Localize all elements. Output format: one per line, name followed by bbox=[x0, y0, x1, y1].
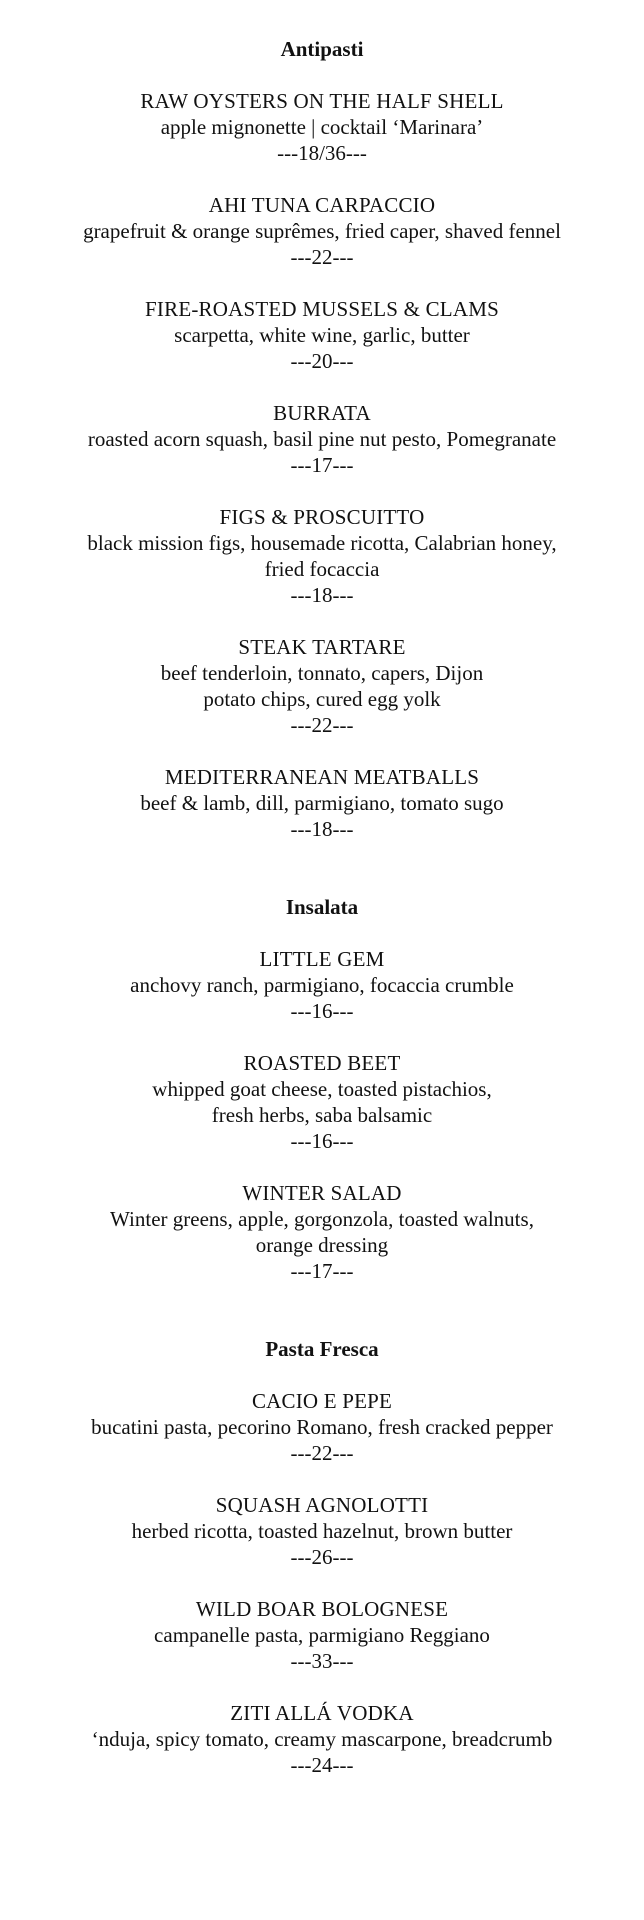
item-price: ---16--- bbox=[290, 999, 354, 1023]
item-description-line: fried focaccia bbox=[264, 557, 380, 581]
item-description-line: scarpetta, white wine, garlic, butter bbox=[174, 323, 470, 347]
section-heading: Pasta Fresca bbox=[265, 1337, 379, 1361]
item-price: ---24--- bbox=[290, 1753, 354, 1777]
menu-item bbox=[0, 1180, 644, 1284]
item-price: ---17--- bbox=[290, 1259, 354, 1283]
item-description-line: whipped goat cheese, toasted pistachios, bbox=[152, 1077, 492, 1101]
item-description bbox=[0, 1414, 644, 1440]
item-price: ---33--- bbox=[290, 1649, 354, 1673]
item-description-line: herbed ricotta, toasted hazelnut, brown butter bbox=[131, 1519, 513, 1543]
item-description bbox=[0, 1622, 644, 1648]
item-name: ZITI ALLÁ VODKA bbox=[230, 1701, 414, 1725]
item-name: CACIO E PEPE bbox=[251, 1389, 393, 1413]
item-name: RAW OYSTERS ON THE HALF SHELL bbox=[140, 89, 504, 113]
item-name: WINTER SALAD bbox=[242, 1181, 402, 1205]
menu-item bbox=[0, 296, 644, 374]
menu-item bbox=[0, 1388, 644, 1466]
item-description-line: beef tenderloin, tonnato, capers, Dijon bbox=[160, 661, 484, 685]
item-description-line: Winter greens, apple, gorgonzola, toasted walnuts, bbox=[110, 1207, 534, 1231]
item-price: ---17--- bbox=[290, 453, 354, 477]
menu-item bbox=[0, 504, 644, 608]
item-name: WILD BOAR BOLOGNESE bbox=[195, 1597, 449, 1621]
item-price: ---22--- bbox=[290, 1441, 354, 1465]
menu-item bbox=[0, 946, 644, 1024]
menu-item bbox=[0, 400, 644, 478]
item-price: ---20--- bbox=[290, 349, 354, 373]
menu-item bbox=[0, 88, 644, 166]
item-description-line: bucatini pasta, pecorino Romano, fresh cracked pepper bbox=[91, 1415, 553, 1439]
menu-item bbox=[0, 1700, 644, 1778]
item-description-line: ‘nduja, spicy tomato, creamy mascarpone, breadcrumb bbox=[91, 1727, 553, 1751]
item-price: ---22--- bbox=[290, 245, 354, 269]
item-name: SQUASH AGNOLOTTI bbox=[215, 1493, 429, 1517]
item-description bbox=[0, 218, 644, 244]
menu-item bbox=[0, 764, 644, 842]
item-description bbox=[0, 660, 644, 712]
item-description-line: grapefruit & orange suprêmes, fried caper, shaved fennel bbox=[83, 219, 561, 243]
item-name: AHI TUNA CARPACCIO bbox=[208, 193, 436, 217]
item-name: BURRATA bbox=[273, 401, 371, 425]
item-price: ---18/36--- bbox=[277, 141, 367, 165]
section-heading: Antipasti bbox=[280, 37, 364, 61]
section-heading: Insalata bbox=[285, 895, 359, 919]
item-price: ---16--- bbox=[290, 1129, 354, 1153]
item-description bbox=[0, 972, 644, 998]
menu-item bbox=[0, 1596, 644, 1674]
item-name: ROASTED BEET bbox=[243, 1051, 401, 1075]
item-description bbox=[0, 426, 644, 452]
item-description bbox=[0, 1076, 644, 1128]
item-description bbox=[0, 1726, 644, 1752]
menu-item bbox=[0, 634, 644, 738]
menu-item bbox=[0, 1492, 644, 1570]
item-description bbox=[0, 1518, 644, 1544]
item-description-line: campanelle pasta, parmigiano Reggiano bbox=[154, 1623, 490, 1647]
section-pasta-fresca bbox=[0, 1336, 644, 1778]
section-antipasti bbox=[0, 36, 644, 842]
item-description bbox=[0, 790, 644, 816]
menu-item bbox=[0, 1050, 644, 1154]
item-description-line: fresh herbs, saba balsamic bbox=[211, 1103, 433, 1127]
item-description bbox=[0, 530, 644, 582]
item-description bbox=[0, 322, 644, 348]
item-description-line: anchovy ranch, parmigiano, focaccia crumble bbox=[130, 973, 514, 997]
item-description bbox=[0, 114, 644, 140]
item-description-line: black mission figs, housemade ricotta, Calabrian honey, bbox=[87, 531, 557, 555]
item-description-line: roasted acorn squash, basil pine nut pesto, Pomegranate bbox=[87, 427, 557, 451]
item-name: FIGS & PROSCUITTO bbox=[219, 505, 425, 529]
item-description bbox=[0, 1206, 644, 1258]
item-price: ---26--- bbox=[290, 1545, 354, 1569]
item-description-line: potato chips, cured egg yolk bbox=[203, 687, 441, 711]
item-price: ---22--- bbox=[290, 713, 354, 737]
item-description-line: apple mignonette | cocktail ‘Marinara’ bbox=[160, 115, 484, 139]
item-price: ---18--- bbox=[290, 583, 354, 607]
item-name: MEDITERRANEAN MEATBALLS bbox=[164, 765, 480, 789]
menu-item bbox=[0, 192, 644, 270]
item-price: ---18--- bbox=[290, 817, 354, 841]
item-name: FIRE-ROASTED MUSSELS & CLAMS bbox=[145, 297, 499, 321]
item-description-line: beef & lamb, dill, parmigiano, tomato sugo bbox=[140, 791, 504, 815]
item-description-line: orange dressing bbox=[255, 1233, 389, 1257]
item-name: STEAK TARTARE bbox=[238, 635, 406, 659]
section-insalata bbox=[0, 894, 644, 1284]
item-name: LITTLE GEM bbox=[259, 947, 385, 971]
